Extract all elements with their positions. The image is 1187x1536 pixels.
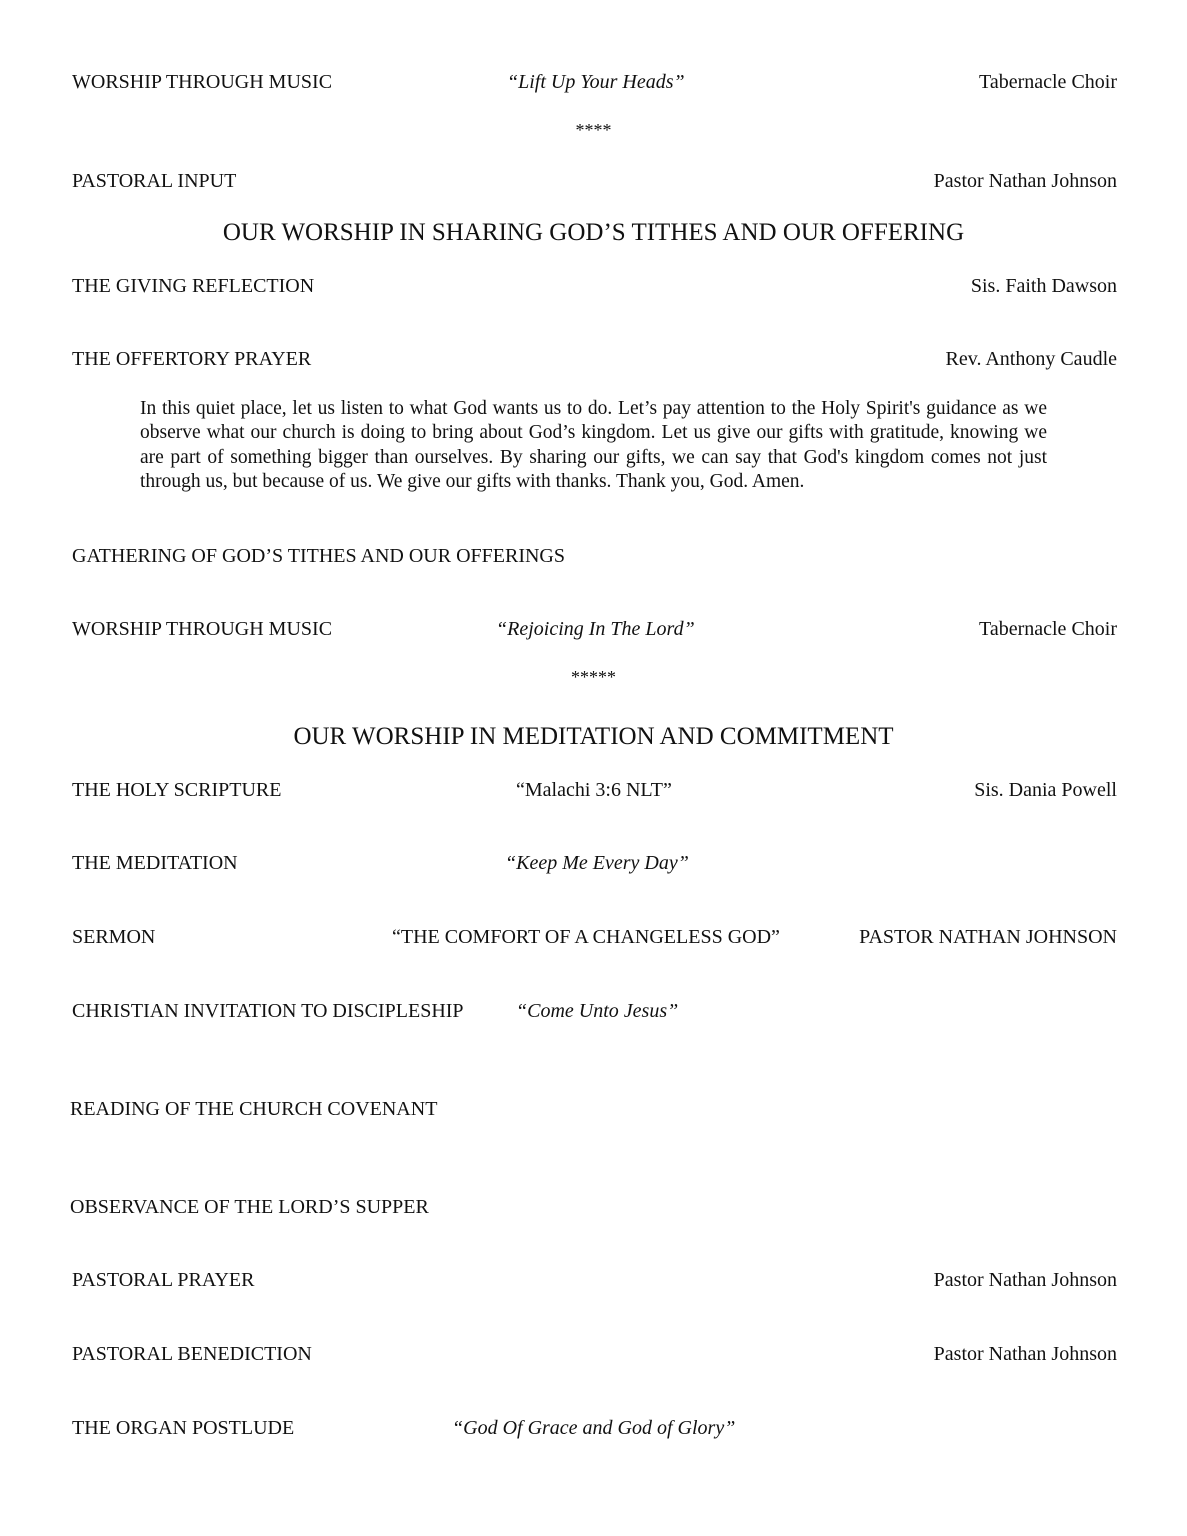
item-title: “Keep Me Every Day”: [505, 852, 689, 874]
item-person: Pastor Nathan Johnson: [933, 170, 1117, 192]
offertory-prayer-text: In this quiet place, let us listen to what God wants us to do. Let’s pay attention to the Holy Spirit's guidance as we observe what our church is doing to bring about God’s kingdom. Let us give our gifts with gratitude, knowing we are part of something bigger than ourselves. By sharing our gifts, we can say that God's kingdom comes not just through us, but because of us. We give our gifts with thanks. Thank you, God. Amen.: [140, 398, 1047, 493]
program-item-giving-reflection: [72, 272, 1117, 300]
program-item-meditation: [72, 849, 1117, 877]
item-label: PASTORAL PRAYER: [72, 1269, 255, 1291]
section-separator: *****: [571, 667, 616, 687]
item-label: OBSERVANCE OF THE LORD’S SUPPER: [70, 1196, 429, 1218]
program-item-covenant: [70, 1095, 1115, 1123]
section-heading-tithes: OUR WORSHIP IN SHARING GOD’S TITHES AND OUR OFFERING: [222, 219, 965, 246]
item-label: THE MEDITATION: [72, 852, 238, 874]
program-item-holy-scripture: [72, 776, 1117, 804]
item-person: Rev. Anthony Caudle: [945, 348, 1117, 370]
item-label: THE OFFERTORY PRAYER: [72, 348, 312, 370]
item-label: THE GIVING REFLECTION: [72, 275, 315, 297]
item-label: READING OF THE CHURCH COVENANT: [70, 1098, 438, 1120]
program-item-sermon: [72, 923, 1117, 951]
item-label: THE ORGAN POSTLUDE: [72, 1417, 295, 1439]
item-label: WORSHIP THROUGH MUSIC: [72, 618, 333, 640]
item-title: “God Of Grace and God of Glory”: [452, 1417, 736, 1439]
item-person: Tabernacle Choir: [979, 71, 1117, 93]
item-title: “THE COMFORT OF A CHANGELESS GOD”: [392, 926, 780, 948]
item-person: Sis. Dania Powell: [974, 779, 1117, 801]
item-person: Pastor Nathan Johnson: [933, 1269, 1117, 1291]
program-item-benediction: [72, 1340, 1117, 1368]
program-item-worship-music-2: [72, 615, 1117, 643]
program-item-gathering: [72, 542, 1117, 570]
item-label: PASTORAL BENEDICTION: [72, 1343, 312, 1365]
item-title: “Come Unto Jesus”: [516, 1000, 679, 1022]
item-label: THE HOLY SCRIPTURE: [72, 779, 282, 801]
item-label: PASTORAL INPUT: [72, 170, 237, 192]
item-person: PASTOR NATHAN JOHNSON: [859, 926, 1117, 948]
program-item-offertory-prayer: [72, 345, 1117, 373]
program-item-invitation: [72, 997, 1117, 1025]
program-item-worship-music-1: [72, 68, 1117, 96]
program-item-pastoral-prayer: [72, 1266, 1117, 1294]
item-label: WORSHIP THROUGH MUSIC: [72, 71, 333, 93]
program-item-postlude: [72, 1414, 1117, 1442]
item-title: “Rejoicing In The Lord”: [496, 618, 695, 640]
section-separator: ****: [575, 120, 612, 140]
item-person: Sis. Faith Dawson: [970, 275, 1117, 297]
item-title: “Malachi 3:6 NLT”: [516, 779, 672, 801]
item-label: SERMON: [72, 926, 156, 948]
program-item-pastoral-input: [72, 167, 1117, 195]
item-label: CHRISTIAN INVITATION TO DISCIPLESHIP: [72, 1000, 464, 1022]
item-person: Pastor Nathan Johnson: [933, 1343, 1117, 1365]
item-person: Tabernacle Choir: [979, 618, 1117, 640]
program-item-lords-supper: [70, 1193, 1115, 1221]
item-title: “Lift Up Your Heads”: [507, 71, 685, 93]
section-heading-meditation: OUR WORSHIP IN MEDITATION AND COMMITMENT: [293, 723, 894, 750]
item-label: GATHERING OF GOD’S TITHES AND OUR OFFERINGS: [72, 545, 565, 567]
